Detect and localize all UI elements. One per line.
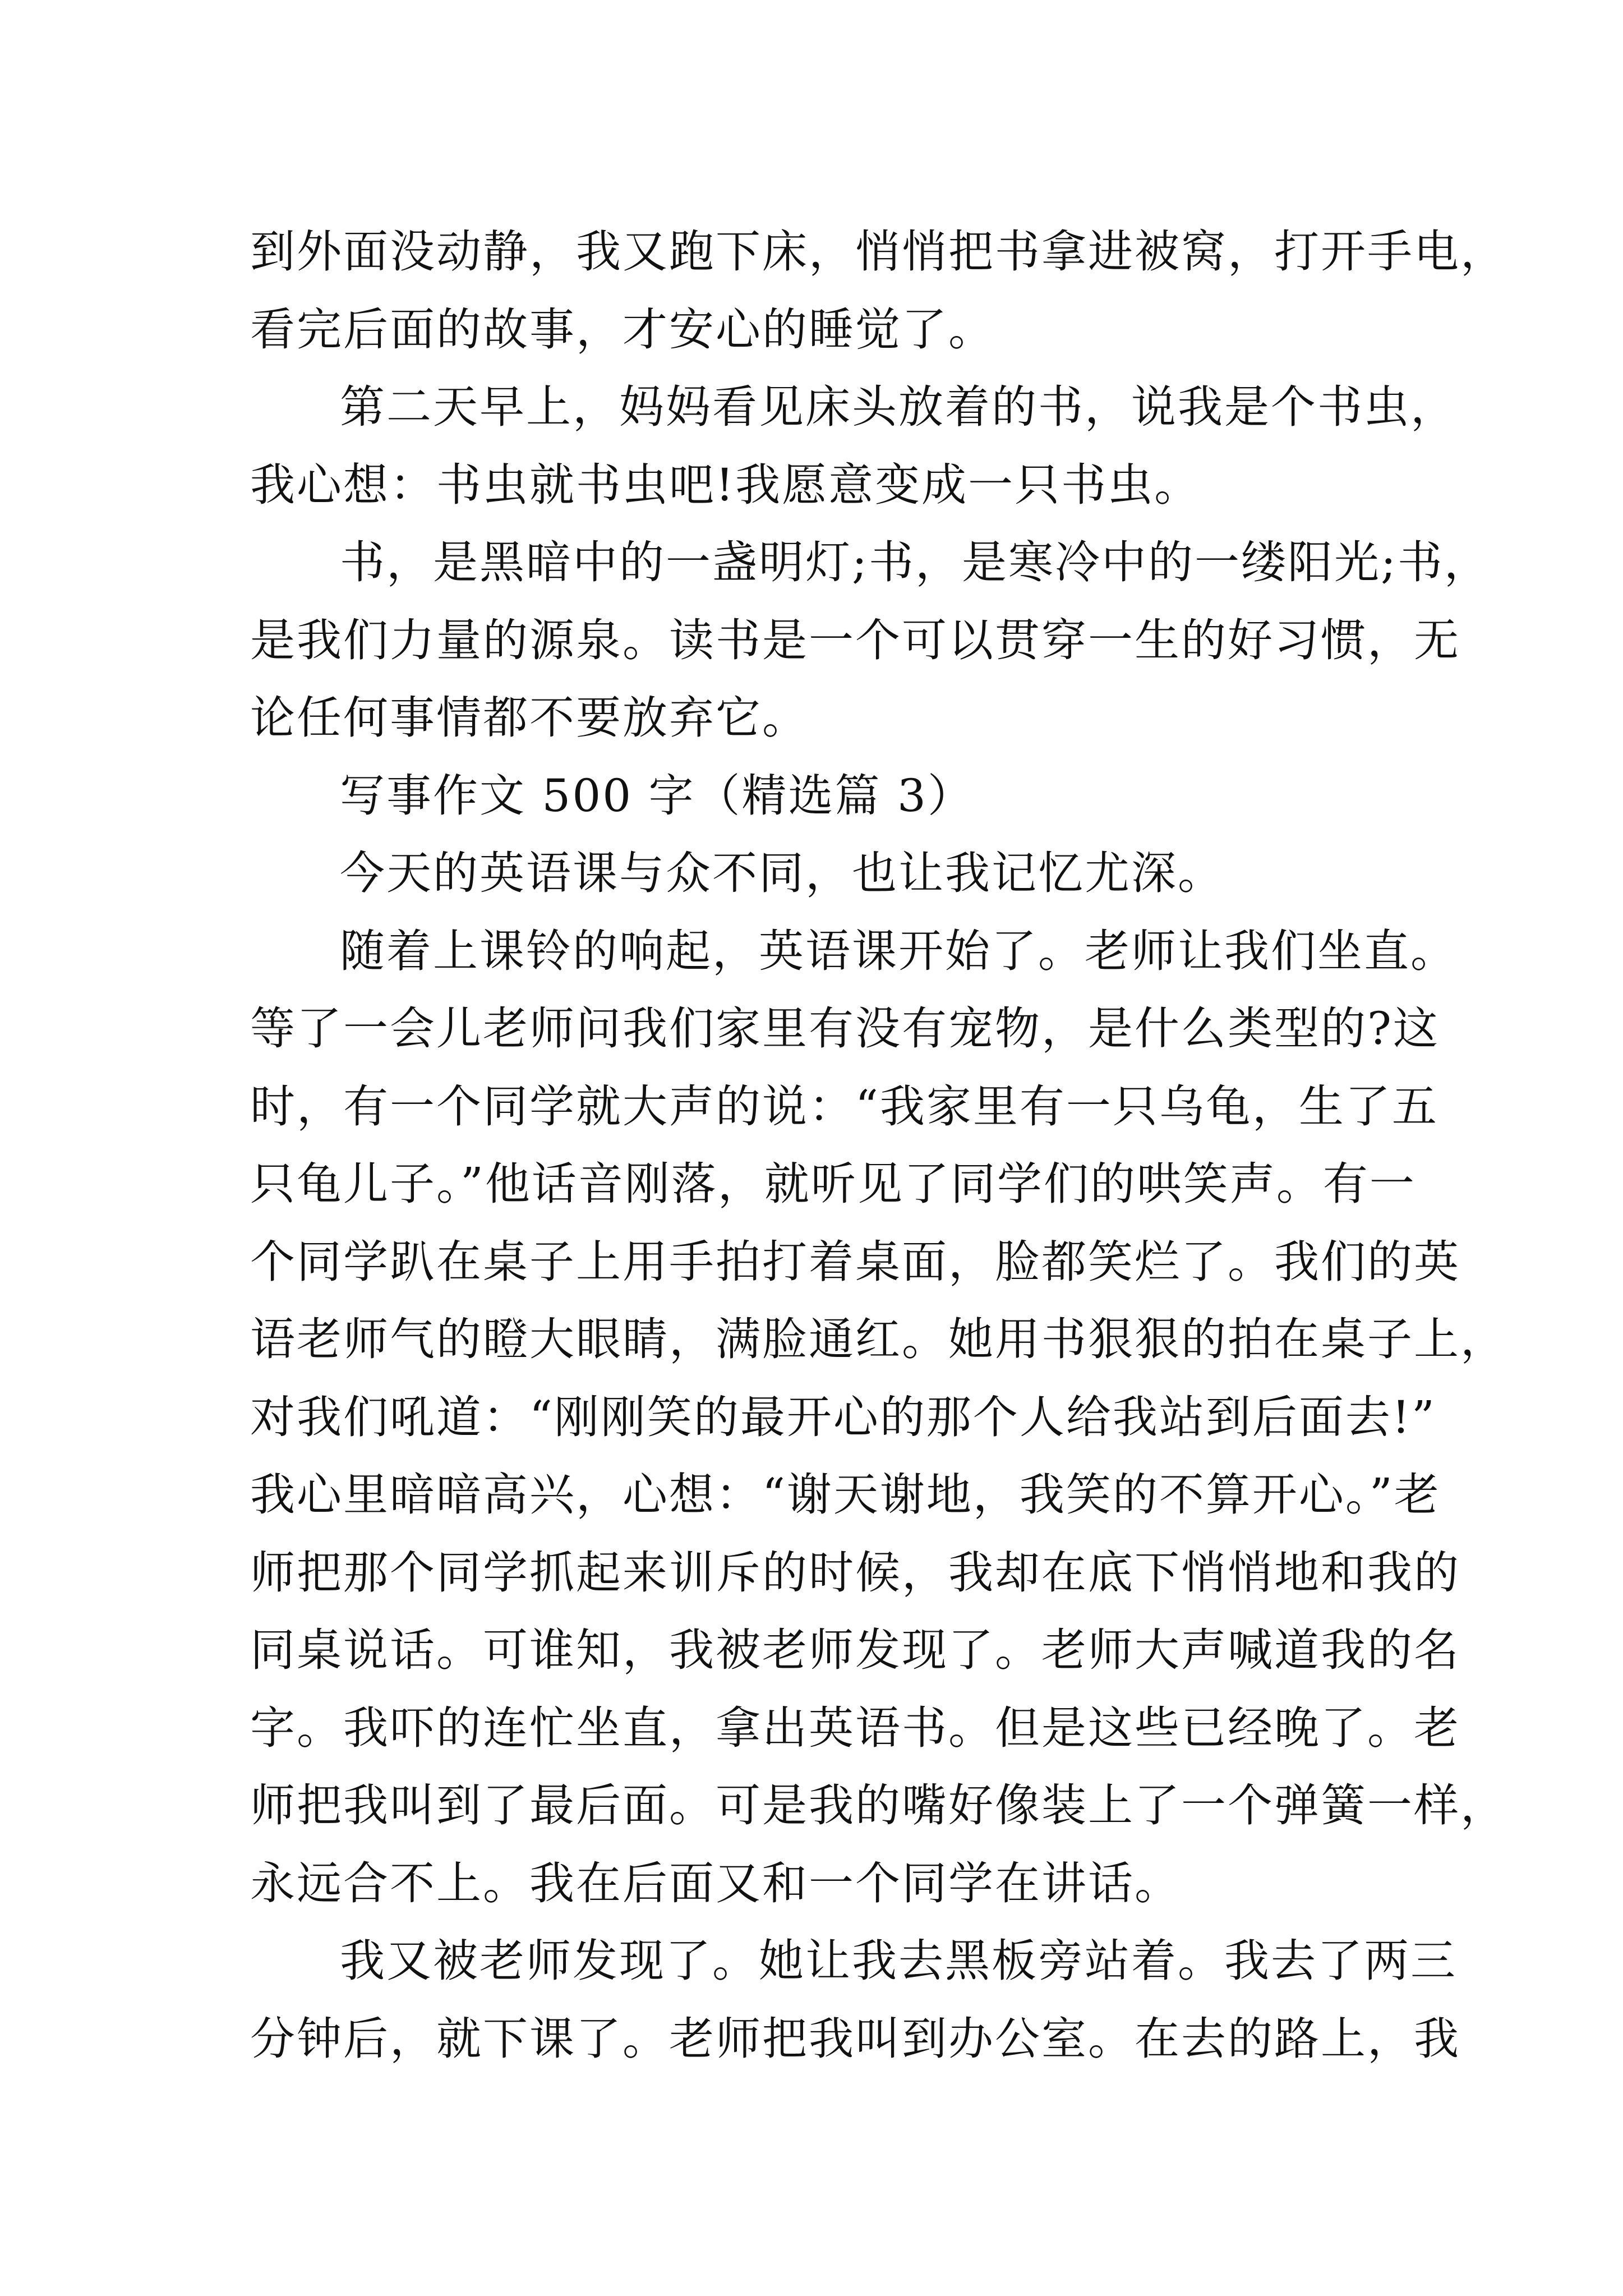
text-line: 师把那个同学抓起来训斥的时候，我却在底下悄悄地和我的 xyxy=(250,1546,1460,1599)
text-line: 第二天早上，妈妈看见床头放着的书，说我是个书虫， xyxy=(340,381,1457,433)
text-line: 我心里暗暗高兴，心想：“谢天谢地，我笑的不算开心。”老 xyxy=(250,1469,1441,1521)
text-line: 字。我吓的连忙坐直，拿出英语书。但是这些已经晚了。老 xyxy=(250,1701,1460,1754)
text-line: 是我们力量的源泉。读书是一个可以贯穿一生的好习惯，无 xyxy=(250,614,1460,666)
text-line: 时，有一个同学就大声的说：“我家里有一只乌龟，生了五 xyxy=(250,1080,1438,1133)
text-line: 到外面没动静，我又跑下床，悄悄把书拿进被窝，打开手电， xyxy=(250,226,1507,278)
text-line: 只龟儿子。”他话音刚落，就听见了同学们的哄笑声。有一 xyxy=(250,1158,1416,1210)
text-line: 语老师气的瞪大眼睛，满脸通红。她用书狠狠的拍在桌子上， xyxy=(250,1313,1507,1365)
text-line: 论任何事情都不要放弃它。 xyxy=(250,692,809,744)
text-line: 等了一会儿老师问我们家里有没有宠物，是什么类型的?这 xyxy=(250,1002,1440,1055)
text-line: 我又被老师发现了。她让我去黑板旁站着。我去了两三 xyxy=(340,1935,1457,1987)
text-line: 对我们吼道：“刚刚笑的最开心的那个人给我站到后面去!” xyxy=(250,1391,1436,1443)
document-body xyxy=(250,213,1507,2078)
section-heading: 写事作文 500 字（精选篇 3） xyxy=(340,769,974,822)
text-line: 随着上课铃的响起，英语课开始了。老师让我们坐直。 xyxy=(340,924,1457,977)
text-line: 分钟后，就下课了。老师把我叫到办公室。在去的路上，我 xyxy=(250,2012,1460,2065)
text-line: 师把我叫到了最后面。可是我的嘴好像装上了一个弹簧一样， xyxy=(250,1779,1507,1832)
text-line: 永远合不上。我在后面又和一个同学在讲话。 xyxy=(250,1857,1181,1910)
text-line: 看完后面的故事，才安心的睡觉了。 xyxy=(250,303,995,356)
text-line: 个同学趴在桌子上用手拍打着桌面，脸都笑烂了。我们的英 xyxy=(250,1235,1460,1288)
text-line: 我心想：书虫就书虫吧!我愿意变成一只书虫。 xyxy=(250,458,1201,511)
text-line: 今天的英语课与众不同，也让我记忆尤深。 xyxy=(340,847,1224,899)
text-line: 同桌说话。可谁知，我被老师发现了。老师大声喊道我的名 xyxy=(250,1624,1460,1676)
text-line: 书，是黑暗中的一盏明灯;书，是寒冷中的一缕阳光;书， xyxy=(340,536,1491,588)
